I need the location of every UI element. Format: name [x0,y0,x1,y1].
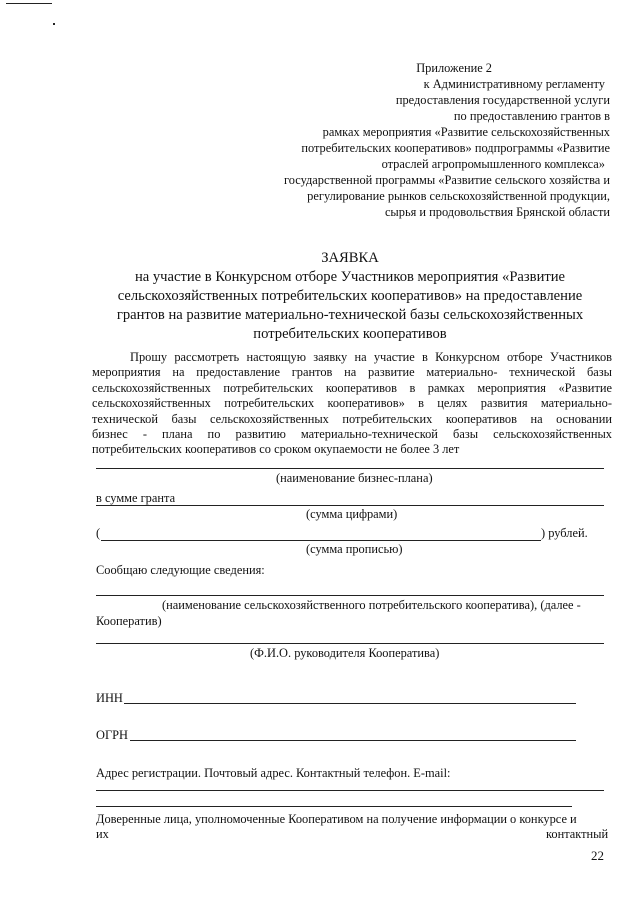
business-plan-input-line[interactable] [96,468,604,469]
coop-name-caption: (наименование сельскохозяйственного потребительского кооператива), (далее - [162,598,581,612]
rubles-suffix: ) рублей. [541,526,588,540]
appendix-line: государственной программы «Развитие сельского хозяйства и [283,173,610,187]
title-line: грантов на развитие материально-технической базы сельскохозяйственных [116,307,584,323]
appendix-block [230,60,610,220]
business-plan-caption: (наименование бизнес-плана) [276,471,433,485]
appendix-line: Приложение 2 [416,61,492,75]
grant-amount-input-line[interactable] [96,505,604,506]
scan-artifact-dot [53,23,55,25]
address-input-line[interactable] [96,790,604,791]
sum-words-caption: (сумма прописью) [306,542,403,556]
appendix-line: предоставления государственной услуги [395,93,610,107]
paragraph-line: мероприятия на предоставление грантов на развитие материально- технической базы [92,365,612,380]
sum-digits-caption: (сумма цифрами) [306,507,398,521]
scan-artifact-line [6,3,52,4]
paragraph-line: Прошу рассмотреть настоящую заявку на участие в Конкурсном отборе Участников [130,350,612,364]
ogrn-input-line[interactable] [130,740,576,741]
head-name-caption: (Ф.И.О. руководителя Кооператива) [250,646,440,660]
sum-words-input-line[interactable] [101,540,541,541]
request-paragraph [92,350,612,458]
paragraph-line: сельскохозяйственных потребительских кооперативов в рамках мероприятия «Развитие [92,380,612,395]
inn-label: ИНН [96,691,123,705]
paragraph-line: сельскохозяйственных потребительских кооперативов» в целях развития материально- [92,396,612,411]
address-input-line-2[interactable] [96,806,572,807]
trusted-persons-text-end: контактный [546,827,609,841]
inn-input-line[interactable] [124,703,576,704]
paragraph-line: технической базы сельскохозяйственных потребительских кооперативов на основании [92,411,612,426]
appendix-line: рамках мероприятия «Развитие сельскохозяйственных [322,125,610,139]
appendix-line: сырья и продовольствия Брянской области [384,205,610,219]
appendix-line: регулирование рынков сельскохозяйственной продукции, [307,189,610,203]
title-line: сельскохозяйственных потребительских кооперативов» на предоставление [117,288,583,304]
coop-name-input-line[interactable] [96,595,604,596]
appendix-line: к Административному регламенту [423,77,605,91]
title-heading: ЗАЯВКА [321,250,379,266]
appendix-line: потребительских кооперативов» подпрограммы «Развитие [301,141,610,155]
application-title [80,249,620,344]
ogrn-label: ОГРН [96,728,128,742]
title-line: на участие в Конкурсном отборе Участников мероприятия «Развитие [134,269,566,285]
appendix-line: по предоставлению грантов в [453,109,610,123]
trusted-persons-text-cont: их [96,827,109,841]
page-number: 22 [591,848,604,863]
paragraph-line: потребительских кооперативов со сроком окупаемости не более 3 лет [92,442,460,457]
paragraph-line: бизнес - плана по развитию материально-технической базы сельскохозяйственных [92,427,612,442]
appendix-line: отраслей агропромышленного комплекса» [381,157,605,171]
info-label: Сообщаю следующие сведения: [96,563,265,577]
sum-words-paren-open: ( [96,526,101,540]
grant-amount-label: в сумме гранта [96,491,176,505]
head-name-input-line[interactable] [96,643,604,644]
coop-name-caption-cont: Кооператив) [96,614,162,628]
address-label: Адрес регистрации. Почтовый адрес. Контактный телефон. E-mail: [96,766,451,780]
title-line: потребительских кооперативов [253,326,447,342]
trusted-persons-text: Доверенные лица, уполномоченные Кооперативом на получение информации о конкурсе и [96,812,577,826]
